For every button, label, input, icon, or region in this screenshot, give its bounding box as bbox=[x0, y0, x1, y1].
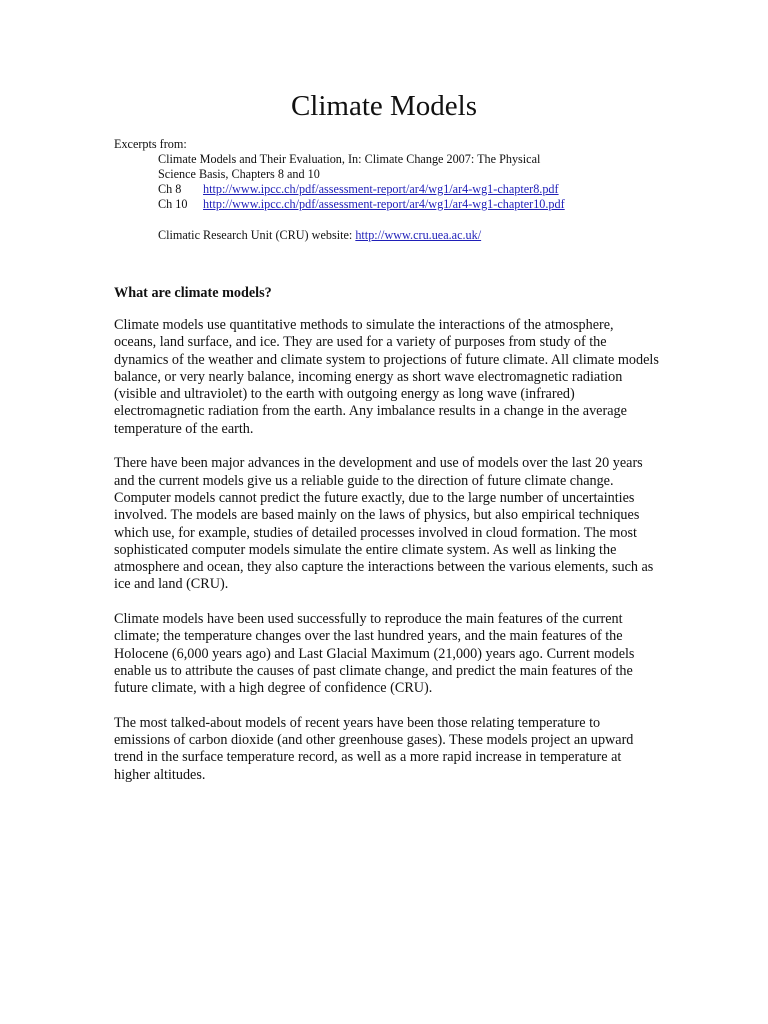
source-line-2: Science Basis, Chapters 8 and 10 bbox=[158, 167, 320, 181]
chapter-8-link[interactable]: http://www.ipcc.ch/pdf/assessment-report/ar4/wg1/ar4-wg1-chapter8.pdf bbox=[203, 182, 559, 196]
cru-row bbox=[114, 228, 674, 243]
chapter-10-link[interactable]: http://www.ipcc.ch/pdf/assessment-report/ar4/wg1/ar4-wg1-chapter10.pdf bbox=[203, 197, 565, 211]
spacer bbox=[114, 212, 674, 228]
body-text bbox=[114, 317, 659, 801]
paragraph-1: Climate models use quantitative methods to simulate the interactions of the atmosphere, oceans, land surface, and ice. They are used for a variety of purposes from study of the dynamics of the weather and climate system to projections of future climate. All climate models balance, or very nearly balance, incoming energy as short wave electromagnetic radiation (visible and ultraviolet) to the earth with outgoing energy as long wave (infrared) electromagnetic radiation from the earth. Any imbalance results in a change in the average temperature of the earth. bbox=[114, 317, 659, 437]
chapter-8-label: Ch 8 bbox=[158, 182, 182, 196]
source-line-1: Climate Models and Their Evaluation, In: Climate Change 2007: The Physical bbox=[158, 152, 541, 166]
excerpts-intro: Excerpts from: bbox=[114, 137, 187, 151]
chapter-10-label: Ch 10 bbox=[158, 197, 188, 211]
excerpts-block bbox=[114, 137, 674, 243]
paragraph-2: There have been major advances in the development and use of models over the last 20 years and the current models give us a reliable guide to the direction of future climate change. Computer models cannot predict the future exactly, due to the large number of uncertainties involved. The models are based mainly on the laws of physics, but also empirical techniques which use, for example, studies of detailed processes involved in cloud formation. The most sophisticated computer models simulate the entire climate system. As well as linking the atmosphere and ocean, they also capture the interactions between the various elements, such as ice and land (CRU). bbox=[114, 455, 654, 593]
page-title: Climate Models bbox=[290, 90, 478, 122]
cru-label: Climatic Research Unit (CRU) website: bbox=[158, 228, 356, 242]
chapter-10-row bbox=[114, 197, 674, 212]
section-heading: What are climate models? bbox=[114, 285, 272, 301]
paragraph-3: Climate models have been used successfully to reproduce the main features of the current climate; the temperature changes over the last hundred years, and the main features of the Holocene (6,000 years ago) and Last Glacial Maximum (21,000) years ago. Current models enable us to attribute the causes of past climate change, and predict the main features of the future climate, with a high degree of confidence (CRU). bbox=[114, 611, 635, 697]
chapter-8-row bbox=[114, 182, 674, 197]
paragraph-4: The most talked-about models of recent years have been those relating temperature to emissions of carbon dioxide (and other greenhouse gases). These models project an upward trend in the surface temperature record, as well as a more rapid increase in temperature at higher altitudes. bbox=[114, 714, 634, 783]
cru-link[interactable]: http://www.cru.uea.ac.uk/ bbox=[355, 228, 482, 242]
